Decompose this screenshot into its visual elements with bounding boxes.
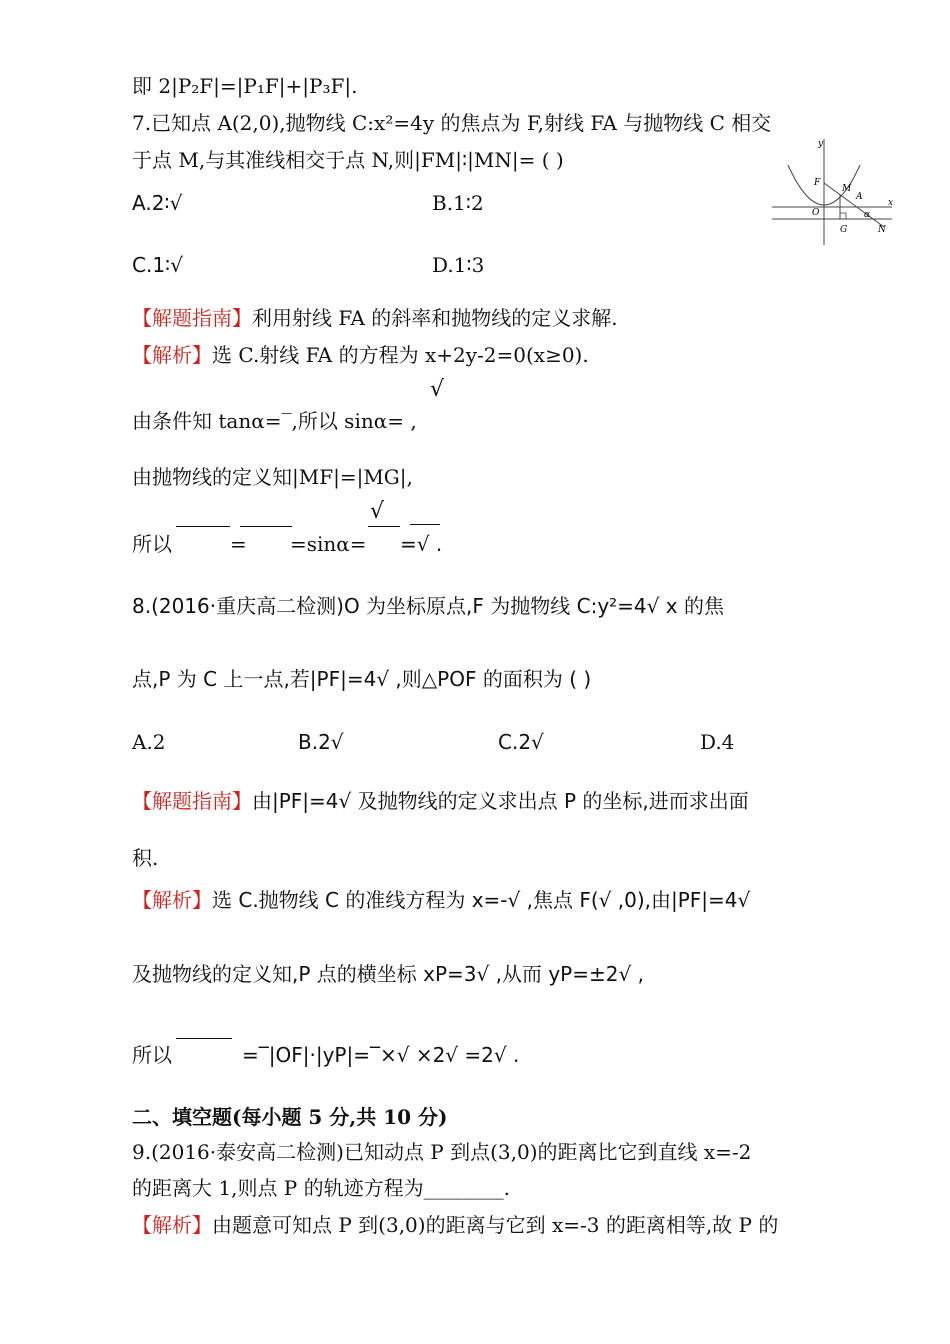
guide-tag: 【解题指南】 bbox=[132, 306, 252, 330]
q7-option-c: C.1∶√ bbox=[132, 253, 183, 277]
line-conclusion: 即 2|P₂F|=|P₁F|+|P₃F|. bbox=[132, 74, 358, 98]
parabola-figure bbox=[768, 137, 898, 247]
q8-stem-line2: 点,P 为 C 上一点,若|PF|=4√ ,则△POF 的面积为 ( ) bbox=[132, 667, 592, 691]
q8-option-c: C.2√ bbox=[498, 730, 544, 754]
q7-solution bbox=[132, 341, 589, 369]
q7-sin-root: √ bbox=[430, 377, 445, 402]
q7-guide bbox=[132, 304, 618, 332]
fraction-bar-2 bbox=[240, 526, 292, 527]
label-o: O bbox=[812, 208, 820, 218]
right-angle-mark bbox=[840, 213, 846, 219]
fraction-bar-1 bbox=[176, 526, 230, 527]
q7-stem-line2: 于点 M,与其准线相交于点 N,则|FM|∶|MN|= ( ) bbox=[132, 148, 564, 172]
guide-tag: 【解题指南】 bbox=[132, 789, 252, 813]
solution-text: 选 C.抛物线 C 的准线方程为 x=-√ ,焦点 F(√ ,0),由|PF|=4√ bbox=[212, 888, 751, 912]
q8-step1: 及抛物线的定义知,P 点的横坐标 xP=3√ ,从而 yP=±2√ , bbox=[132, 962, 644, 986]
q7-option-b: B.1∶2 bbox=[432, 191, 484, 215]
fraction-bar-4 bbox=[410, 524, 440, 525]
section-title: 二、填空题(每小题 5 分,共 10 分) bbox=[132, 1105, 448, 1129]
fraction-bar-area bbox=[176, 1038, 232, 1039]
q8-stem-line1: 8.(2016·重庆高二检测)O 为坐标原点,F 为抛物线 C:y²=4√ x 的焦 bbox=[132, 594, 724, 618]
q7-step1: 由条件知 tanα=‾,所以 sinα= , bbox=[132, 409, 417, 433]
step3-eq2: =sinα= bbox=[290, 532, 367, 556]
step3-eq1: = bbox=[230, 532, 247, 556]
q7-option-a: A.2∶√ bbox=[132, 191, 183, 215]
q8-guide-cont: 积. bbox=[132, 846, 159, 870]
label-alpha: α bbox=[864, 210, 871, 220]
q7-stem-line1: 7.已知点 A(2,0),抛物线 C:x²=4y 的焦点为 F,射线 FA 与抛物线 C 相交 bbox=[132, 111, 772, 135]
q8-option-b: B.2√ bbox=[298, 730, 344, 754]
q8-option-a: A.2 bbox=[132, 730, 166, 754]
label-f: F bbox=[814, 178, 821, 188]
fraction-bar-3 bbox=[368, 526, 400, 527]
label-m: M bbox=[842, 184, 852, 194]
q8-step2: =‾|OF|·|yP|=‾×√ ×2√ =2√ . bbox=[242, 1043, 520, 1067]
q9-stem-line2: 的距离大 1,则点 P 的轨迹方程为________. bbox=[132, 1176, 510, 1200]
step3-prefix: 所以 bbox=[132, 532, 172, 556]
q8-step2-prefix: 所以 bbox=[132, 1043, 172, 1067]
q9-solution bbox=[132, 1211, 778, 1239]
label-a: A bbox=[856, 192, 863, 202]
solution-tag: 【解析】 bbox=[132, 343, 212, 367]
q8-guide bbox=[132, 787, 749, 815]
q7-step2: 由抛物线的定义知|MF|=|MG|, bbox=[132, 465, 413, 489]
solution-text: 选 C.射线 FA 的方程为 x+2y-2=0(x≥0). bbox=[212, 343, 589, 367]
solution-tag: 【解析】 bbox=[132, 888, 212, 912]
solution-tag: 【解析】 bbox=[132, 1213, 212, 1237]
solution-text: 由题意可知点 P 到(3,0)的距离与它到 x=-3 的距离相等,故 P 的 bbox=[212, 1213, 779, 1237]
q7-option-d: D.1∶3 bbox=[432, 253, 485, 277]
label-n: N bbox=[878, 225, 886, 235]
ray-fa bbox=[824, 183, 884, 227]
q8-option-d: D.4 bbox=[700, 730, 735, 754]
guide-text: 由|PF|=4√ 及抛物线的定义求出点 P 的坐标,进而求出面 bbox=[252, 789, 749, 813]
label-x: x bbox=[888, 198, 894, 208]
q9-stem-line1: 9.(2016·泰安高二检测)已知动点 P 到点(3,0)的距离比它到直线 x=-2 bbox=[132, 1140, 752, 1164]
label-g: G bbox=[840, 225, 848, 235]
label-y: y bbox=[818, 139, 824, 149]
step3-eq3: =√ . bbox=[400, 532, 443, 556]
step3-root: √ bbox=[370, 499, 385, 524]
q8-solution bbox=[132, 886, 750, 914]
guide-text: 利用射线 FA 的斜率和抛物线的定义求解. bbox=[252, 306, 618, 330]
q7-step3 bbox=[132, 530, 172, 558]
